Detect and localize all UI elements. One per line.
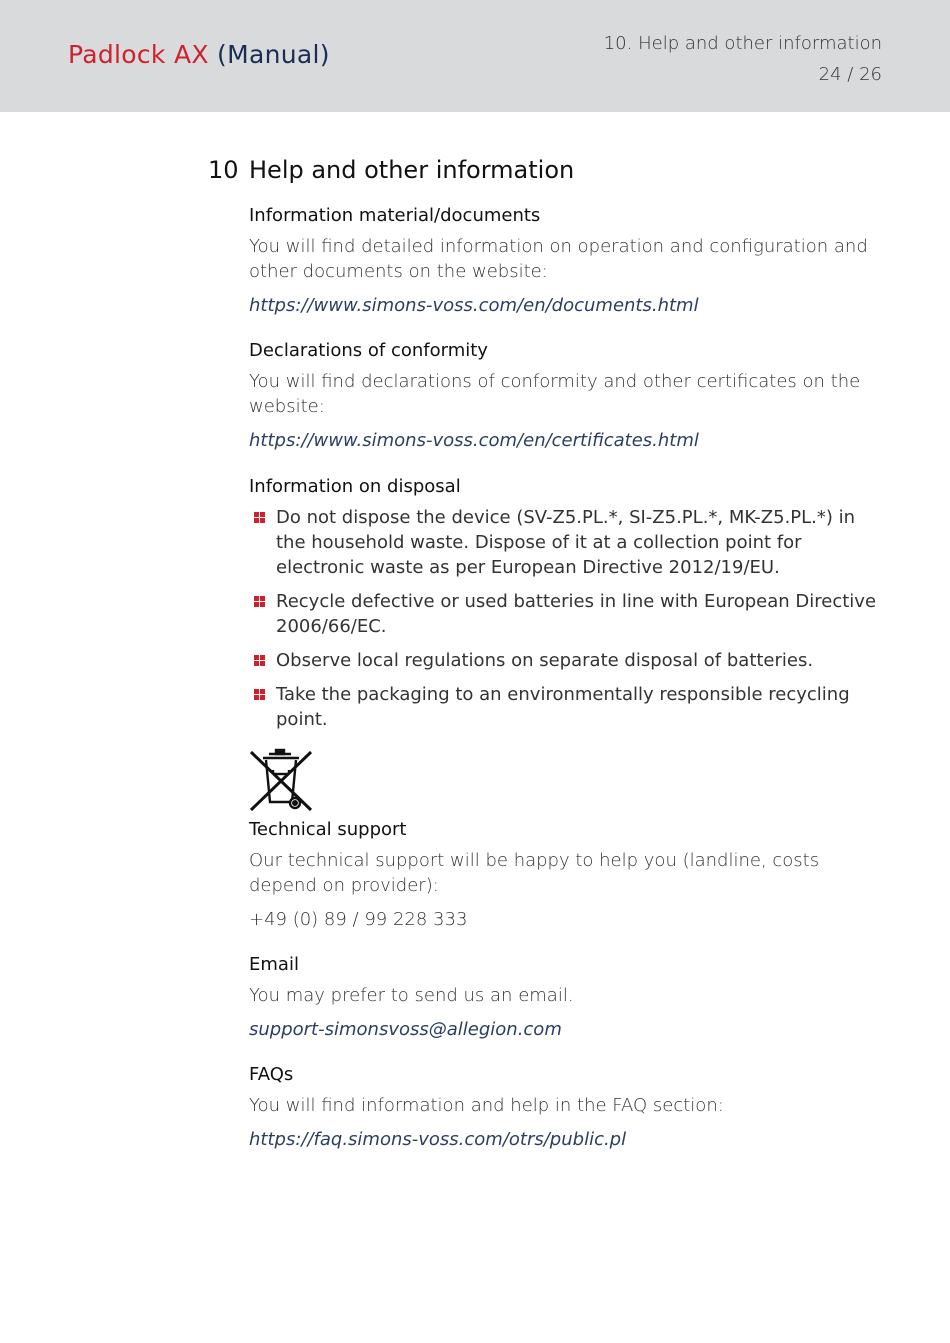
support-heading: Technical support <box>249 819 407 840</box>
disposal-heading: Information on disposal <box>249 476 461 497</box>
faq-section <box>249 1064 889 1152</box>
chapter-number: 10 <box>208 156 239 184</box>
email-text: You may prefer to send us an email. <box>249 985 574 1006</box>
page-header <box>0 0 950 112</box>
email-heading: Email <box>249 954 299 975</box>
support-email-link[interactable]: support-simonsvoss@allegion.com <box>249 1019 562 1040</box>
support-section <box>249 819 889 932</box>
brand-logo <box>68 40 330 69</box>
disposal-section <box>249 476 889 812</box>
support-phone[interactable]: +49 (0) 89 / 99 228 333 <box>249 909 468 930</box>
certificates-link[interactable]: https://www.simons-voss.com/en/certificates.html <box>249 430 699 451</box>
faq-text: You will find information and help in the FAQ section: <box>249 1095 724 1116</box>
faq-link[interactable]: https://faq.simons-voss.com/otrs/public.pl <box>249 1129 627 1150</box>
weee-crossed-bin-icon <box>249 748 313 812</box>
list-item: Observe local regulations on separate disposal of batteries. <box>249 648 889 673</box>
documents-link[interactable]: https://www.simons-voss.com/en/documents.html <box>249 295 699 316</box>
chapter-title: Help and other information <box>249 156 575 184</box>
bullet-icon <box>254 512 265 523</box>
bullet-icon <box>254 689 265 700</box>
conformity-text: You will find declarations of conformity and other certificates on the website: <box>249 371 861 417</box>
info-material-text: You will find detailed information on operation and configuration and other documents on the website: <box>249 236 868 282</box>
disposal-list <box>249 505 889 732</box>
list-item: Recycle defective or used batteries in line with European Directive 2006/66/EC. <box>249 589 889 639</box>
faq-heading: FAQs <box>249 1064 294 1085</box>
list-item: Take the packaging to an environmentally responsible recycling point. <box>249 682 889 732</box>
page-number: 24 / 26 <box>818 64 882 85</box>
support-text: Our technical support will be happy to help you (landline, costs depend on provider): <box>249 850 820 896</box>
conformity-section <box>249 340 889 453</box>
header-meta <box>604 28 882 90</box>
header-section-title: 10. Help and other information <box>603 33 882 54</box>
brand-suffix: (Manual) <box>217 40 330 69</box>
brand-name: Padlock AX <box>68 40 209 69</box>
email-section <box>249 954 889 1042</box>
info-material-section <box>249 205 889 318</box>
conformity-heading: Declarations of conformity <box>249 340 488 361</box>
list-item: Do not dispose the device (SV-Z5.PL.*, SI-Z5.PL.*, MK-Z5.PL.*) in the household waste. Dispose of it at a collection point for electronic waste as per European Directive 2012/19/EU. <box>249 505 889 580</box>
bullet-icon <box>254 655 265 666</box>
info-material-heading: Information material/documents <box>249 205 541 226</box>
bullet-icon <box>254 596 265 607</box>
